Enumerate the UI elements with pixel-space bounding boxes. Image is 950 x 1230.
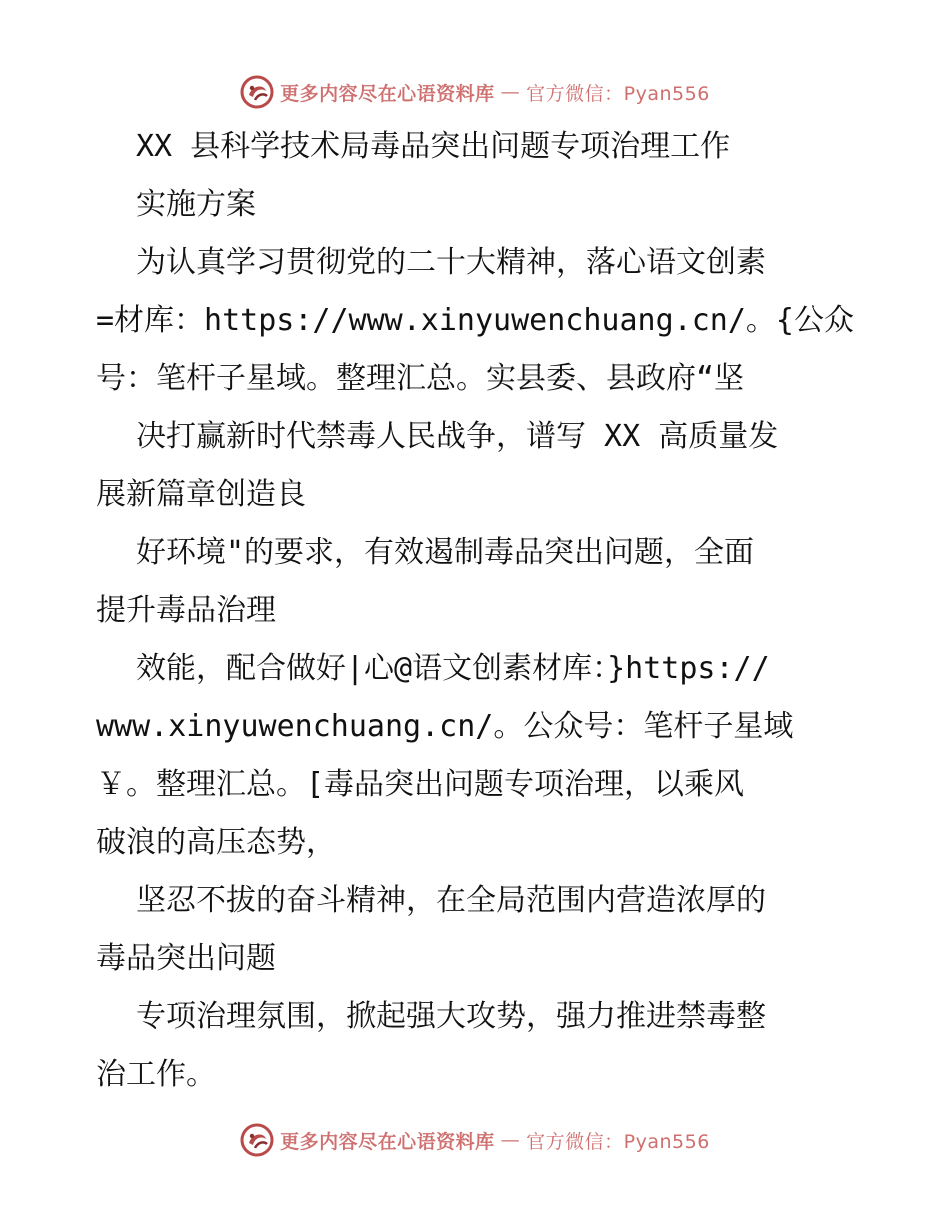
document-line: 提升毒品治理 (96, 593, 276, 628)
document-line: 破浪的高压态势， (96, 825, 336, 860)
document-line: 坚忍不拔的奋斗精神，在全局范围内营造浓厚的 (136, 883, 766, 918)
banner-separator: — (500, 81, 521, 103)
document-line: 决打赢新时代禁毒人民战争，谱写 XX 高质量发 (136, 419, 779, 454)
document-line: 号：笔杆子星域。整理汇总。实县委、县政府“坚 (96, 361, 745, 396)
document-line: 实施方案 (136, 187, 256, 222)
document-line: ￥。整理汇总。[毒品突出问题专项治理，以乘风 (96, 767, 745, 802)
header-watermark-banner (0, 72, 950, 112)
swirl-logo-icon (240, 75, 274, 109)
document-line: 治工作。 (96, 1057, 216, 1092)
document-body (96, 118, 856, 1104)
banner-wechat-handle: 官方微信：Pyan556 (526, 82, 710, 105)
document-line: www.xinyuwenchuang.cn/。公众号：笔杆子星域 (96, 709, 794, 744)
document-line: 好环境"的要求，有效遏制毒品突出问题，全面 (136, 535, 755, 570)
document-line: 展新篇章创造良 (96, 477, 306, 512)
document-line: XX 县科学技术局毒品突出问题专项治理工作 (136, 129, 731, 164)
document-line: =材库：https://www.xinyuwenchuang.cn/。{公众 (96, 303, 854, 338)
banner-text: 更多内容尽在心语资料库 (280, 1130, 495, 1153)
document-line: 专项治理氛围，掀起强大攻势，强力推进禁毒整 (136, 999, 766, 1034)
document-line: 毒品突出问题 (96, 941, 276, 976)
swirl-logo-icon (240, 1123, 274, 1157)
banner-text: 更多内容尽在心语资料库 (280, 82, 495, 105)
footer-watermark-banner (0, 1120, 950, 1160)
document-line: 为认真学习贯彻党的二十大精神，落心语文创素 (136, 245, 766, 280)
banner-separator: — (500, 1129, 521, 1151)
banner-wechat-handle: 官方微信：Pyan556 (526, 1130, 710, 1153)
document-line: 效能，配合做好|心@语文创素材库：}https:// (136, 651, 770, 686)
